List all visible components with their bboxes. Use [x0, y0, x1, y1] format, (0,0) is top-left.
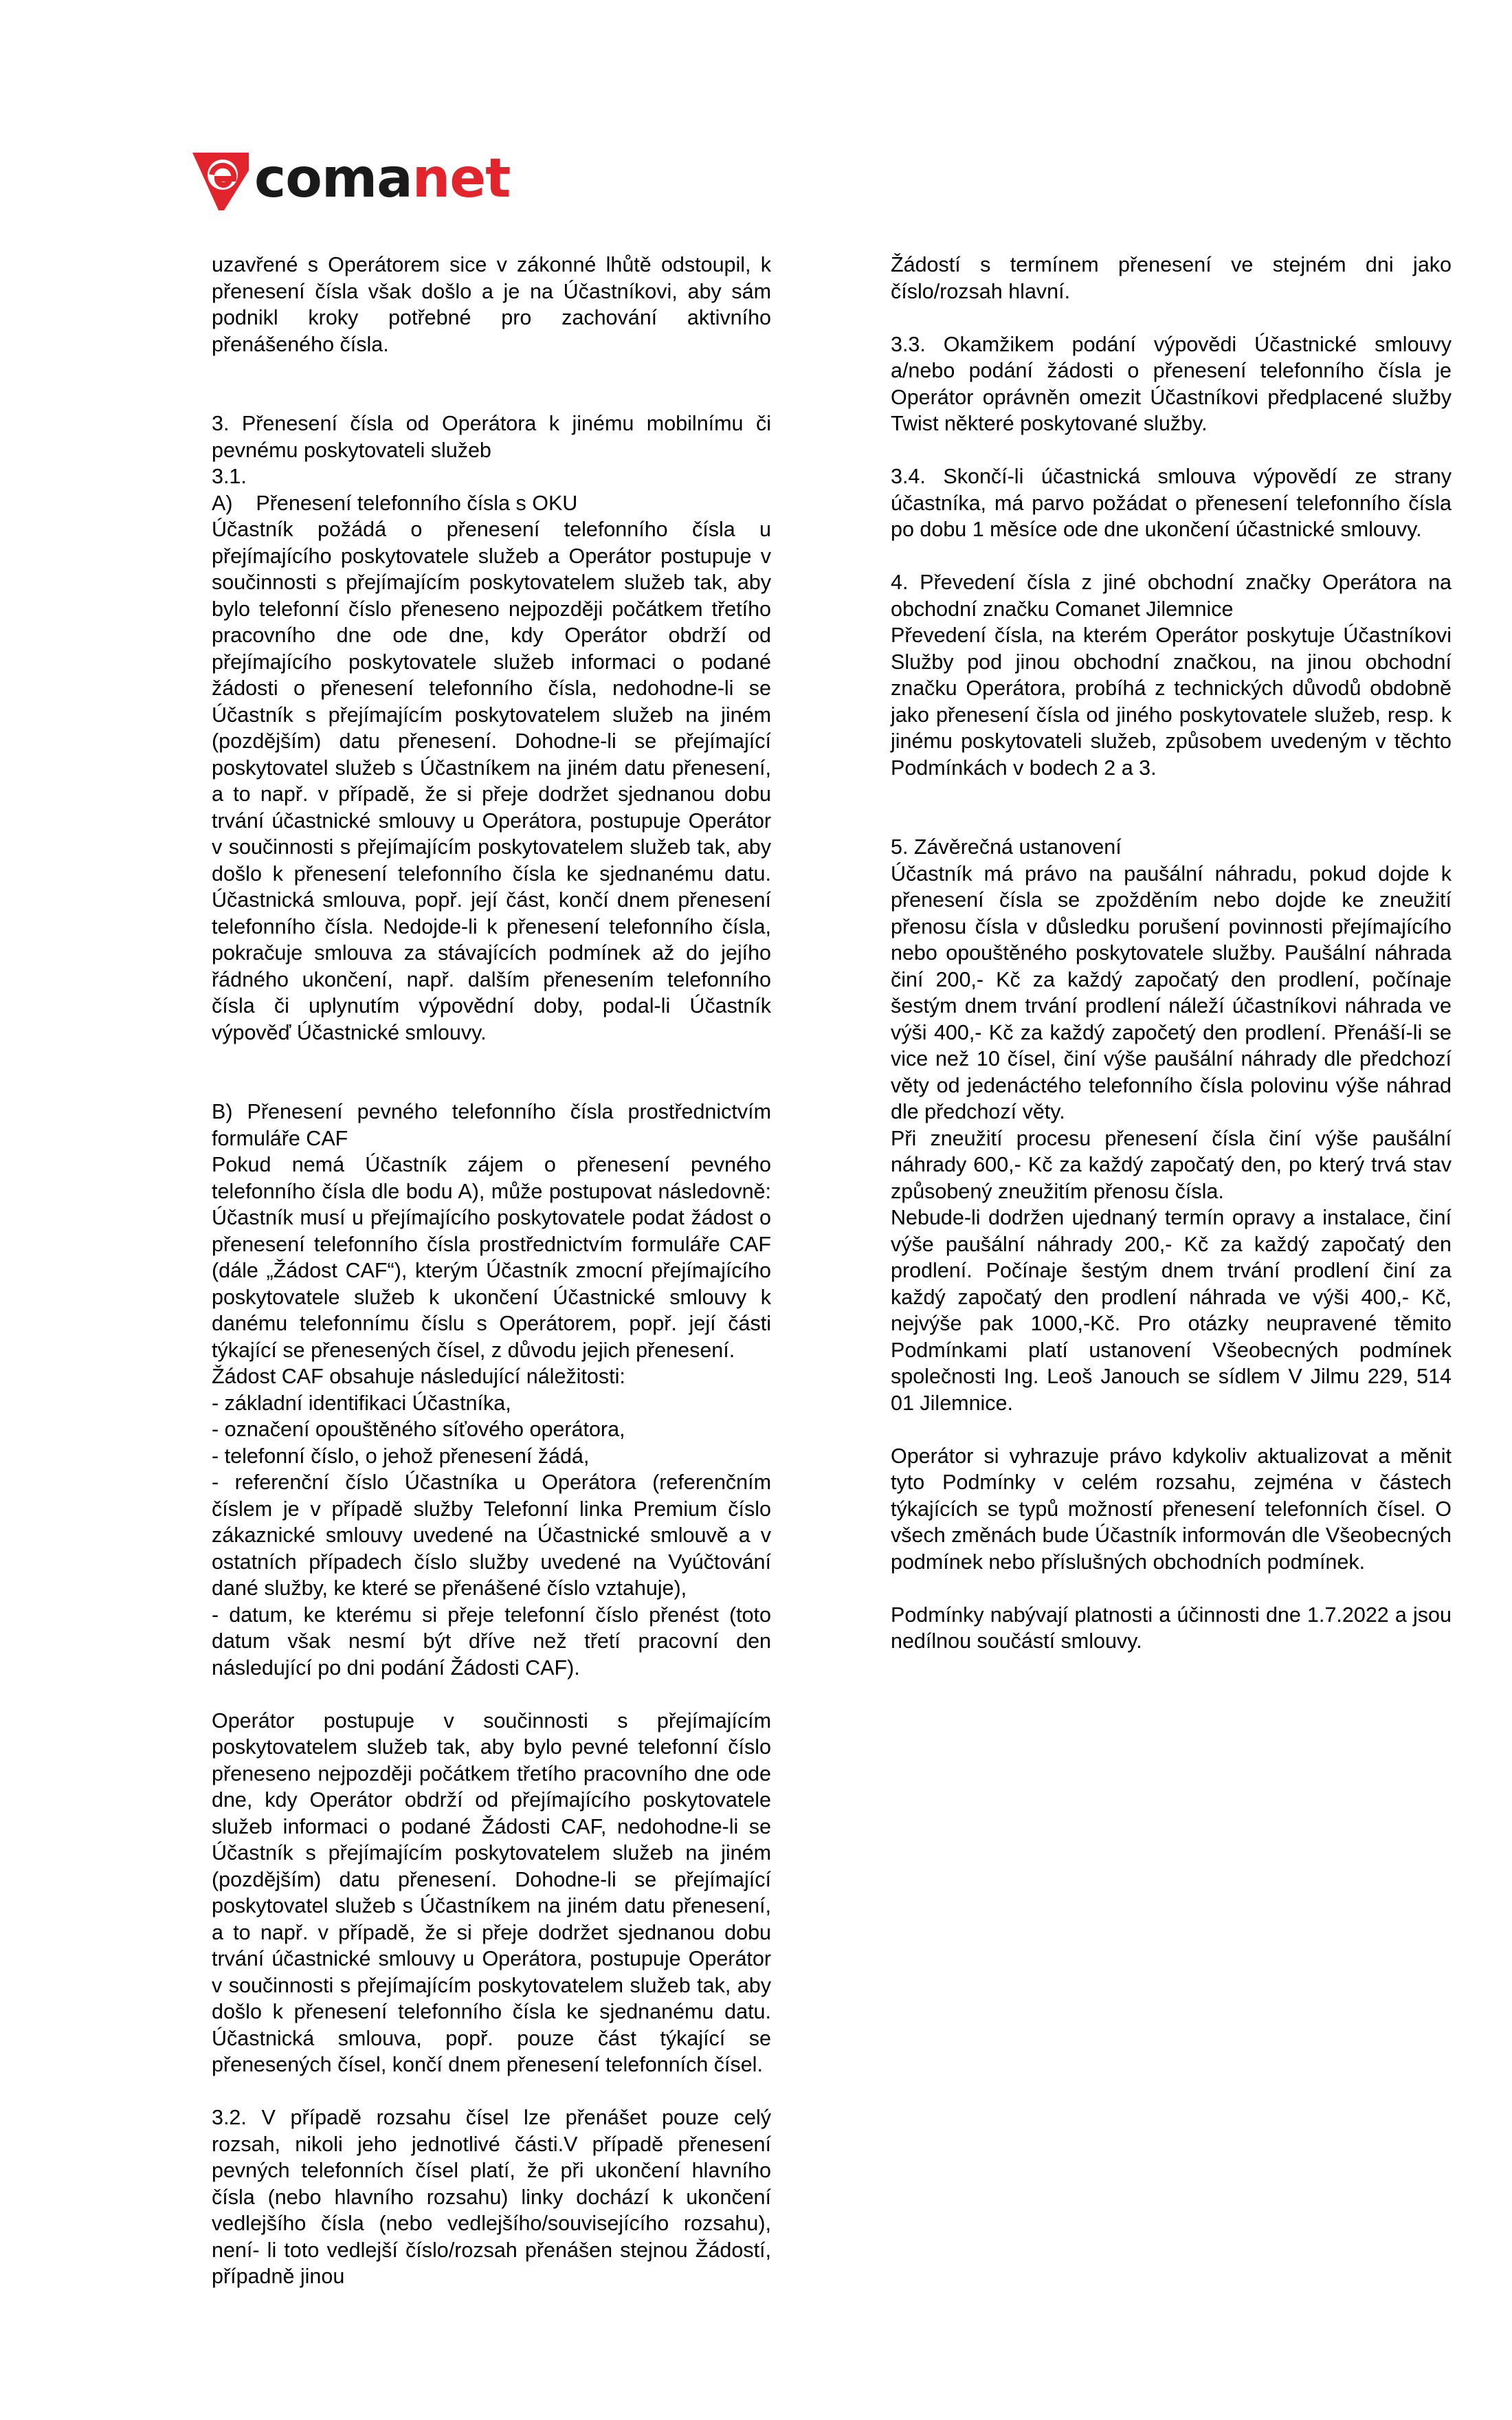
subsection-heading-b: B) Přenesení pevného telefonního čísla prostřednictvím formuláře CAF: [212, 1100, 771, 1150]
section-heading-5: 5. Závěrečná ustanovení: [891, 835, 1122, 859]
list-item: - označení opouštěného síťového operátora,: [212, 1418, 625, 1441]
paragraph: Operátor postupuje v součinnosti s přejímajícím poskytovatelem služeb tak, aby bylo pevné telefonní číslo přeneseno nejpozději počátkem třetího pracovního dne ode dne, kdy Operátor obdrží od přejímajícího poskytovatele služeb informaci o podané Žádosti CAF, nedohodne-li se Účastník s přejímajícím poskytovatelem služeb na jiném (pozdějším) datu přenesení. Dohodne-li se přejímající poskytovatel služeb s Účastníkem na jiném datu přenesení, a to např. v případě, že si přeje dodržet sjednanou dobu trvání účastnické smlouvy u Operátora, postupuje Operátor v součinnosti s přejímajícím poskytovatelem služeb tak, aby došlo k přenesení telefonního čísla ke sjednanému datu. Účastnická smlouva, popř. pouze část týkající se přenesených čísel, končí dnem přenesení telefonních čísel.: [212, 1708, 771, 2076]
list-item: - telefonní číslo, o jehož přenesení žádá,: [212, 1444, 590, 1468]
list-item: - referenční číslo Účastníka u Operátora (referenčním číslem je v případě služby Telefonní linka Premium číslo zákaznické smlouvy uvedené na Účastnické smlouvě a v ostatních případech číslo služby uvedené na Vyúčtování dané služby, ke které se přenášené číslo vztahuje),: [212, 1471, 771, 1600]
list-item: - základní identifikaci Účastníka,: [212, 1391, 511, 1415]
logo-text-red: net: [412, 148, 511, 210]
paragraph: 3.3. Okamžikem podání výpovědi Účastnické smlouvy a/nebo podání žádosti o přenesení telefonního čísla je Operátor oprávněn omezit Účastníkovi předplacené služby Twist některé poskytované služby.: [891, 332, 1452, 435]
paragraph: Pokud nemá Účastník zájem o přenesení pevného telefonního čísla dle bodu A), může postupovat následovně: Účastník musí u přejímajícího poskytovatele podat žádost o přenesení telefonního čísla prostřednictvím formuláře CAF (dále „Žádost CAF“), kterým Účastník zmocní přejímajícího poskytovatele služeb k ukončení Účastnické smlouvy k danému telefonnímu číslu s Operátorem, popř. její části týkající se přenesených čísel, z důvodu jejich přenesení.: [212, 1153, 771, 1362]
left-column: [212, 252, 771, 2290]
paragraph: Účastník požádá o přenesení telefonního čísla u přejímajícího poskytovatele služeb a Operátor postupuje v součinnosti s přejímajícím poskytovatelem služeb tak, aby bylo telefonní číslo přeneseno nejpozději počátkem třetího pracovního dne ode dne, kdy Operátor obdrží od přejímajícího poskytovatele služeb informaci o podané žádosti o přenesení telefonního čísla, nedohodne-li se Účastník s přejímajícím poskytovatelem služeb na jiném (pozdějším) datu přenesení. Dohodne-li se přejímající poskytovatel služeb s Účastníkem na jiném datu přenesení, a to např. v případě, že si přeje dodržet sjednanou dobu trvání účastnické smlouvy u Operátora, postupuje Operátor v součinnosti s přejímajícím poskytovatelem služeb tak, aby došlo k přenesení telefonního čísla ke sjednanému datu. Účastnická smlouva, popř. její část, končí dnem přenesení telefonního čísla. Nedojde-li k přenesení telefonního čísla, pokračuje smlouva za stávajících podmínek až do jejího řádného ukončení, např. dalším přenesením telefonního čísla či uplynutím výpovědní doby, podal-li Účastník výpověď Účastnické smlouvy.: [212, 518, 771, 1044]
paragraph: Žádost CAF obsahuje následující náležitosti:: [212, 1365, 625, 1388]
paragraph: Při zneužití procesu přenesení čísla činí výše paušální náhrady 600,- Kč za každý započatý den, po který trvá stav způsobený zneužitím přenosu čísla.: [891, 1126, 1452, 1203]
subsection-heading-a: A) Přenesení telefonního čísla s OKU: [212, 491, 578, 515]
paragraph: Operátor si vyhrazuje právo kdykoliv aktualizovat a měnit tyto Podmínky v celém rozsahu, zejména v částech týkajících se typů možností přenesení telefonních čísel. O všech změnách bude Účastník informován dle Všeobecných podmínek nebo příslušných obchodních podmínek.: [891, 1444, 1452, 1574]
logo-wordmark: [254, 147, 510, 210]
paragraph: 3.2. V případě rozsahu čísel lze přenášet pouze celý rozsah, nikoli jeho jednotlivé části.V případě přenesení pevných telefonních čísel platí, že při ukončení hlavního čísla (nebo hlavního rozsahu) linky dochází k ukončení vedlejšího čísla (nebo vedlejšího/souvisejícího rozsahu), není- li toto vedlejší číslo/rozsah přenášen stejnou Žádostí, případně jinou: [212, 2106, 771, 2288]
section-heading-4: 4. Převedení čísla z jiné obchodní značky Operátora na obchodní značku Comanet Jilemnice: [891, 571, 1452, 621]
company-logo: [191, 148, 511, 213]
section-heading-3: 3. Přenesení čísla od Operátora k jinému mobilnímu či pevnému poskytovateli služeb: [212, 412, 771, 462]
comanet-logo-mark-icon: [191, 150, 252, 213]
paragraph: Převedení čísla, na kterém Operátor poskytuje Účastníkovi Služby pod jinou obchodní značkou, na jinou obchodní značku Operátora, probíhá z technických důvodů obdobně jako přenesení čísla od jiného poskytovatele služeb, resp. k jinému poskytovateli služeb, způsobem uvedeným v těchto Podmínkách v bodech 2 a 3.: [891, 624, 1452, 780]
paragraph: uzavřené s Operátorem sice v zákonné lhůtě odstoupil, k přenesení čísla však došlo a je na Účastníkovi, aby sám podnikl kroky potřebné pro zachování aktivního přenášeného čísla.: [212, 253, 771, 356]
subsection-number: 3.1.: [212, 465, 247, 488]
logo-text-dark: coma: [254, 148, 412, 210]
paragraph: Žádostí s termínem přenesení ve stejném dni jako číslo/rozsah hlavní.: [891, 253, 1452, 303]
paragraph: Nebude-li dodržen ujednaný termín opravy a instalace, činí výše paušální náhrady 200,- Kč za každý započatý den prodlení. Počínaje šestým dnem trvání prodlení činí za každý započatý den prodlení náhrada ve výši 400,- Kč, nejvýše pak 1000,-Kč. Pro otázky neupravené těmito Podmínkami platí ustanovení Všeobecných podmínek společnosti Ing. Leoš Janouch se sídlem V Jilmu 229, 514 01 Jilemnice.: [891, 1206, 1452, 1415]
list-item: - datum, ke kterému si přeje telefonní číslo přenést (toto datum však nesmí být dříve než třetí pracovní den následující po dni podání Žádosti CAF).: [212, 1603, 771, 1680]
paragraph: 3.4. Skončí-li účastnická smlouva výpovědí ze strany účastníka, má parvo požádat o přenesení telefonního čísla po dobu 1 měsíce ode dne ukončení účastnické smlouvy.: [891, 465, 1452, 541]
paragraph: Účastník má právo na paušální náhradu, pokud dojde k přenesení čísla se zpožděním nebo dojde ke zneužití přenosu čísla v důsledku porušení povinnosti přejímajícího nebo opouštěného poskytovatele služby. Paušální náhrada činí 200,- Kč za každý započatý den prodlení, počínaje šestým dnem trvání prodlení náleží účastníkovi náhrada ve výši 400,- Kč za každý započetý den prodlení. Přenáší-li se vice než 10 čísel, činí výše paušální náhrady dle předchozí věty od jedenáctého telefonního čísla polovinu výše náhrad dle předchozí věty.: [891, 861, 1452, 1123]
right-column: [891, 252, 1452, 1655]
paragraph: Podmínky nabývají platnosti a účinnosti dne 1.7.2022 a jsou nedílnou součástí smlouvy.: [891, 1603, 1452, 1653]
